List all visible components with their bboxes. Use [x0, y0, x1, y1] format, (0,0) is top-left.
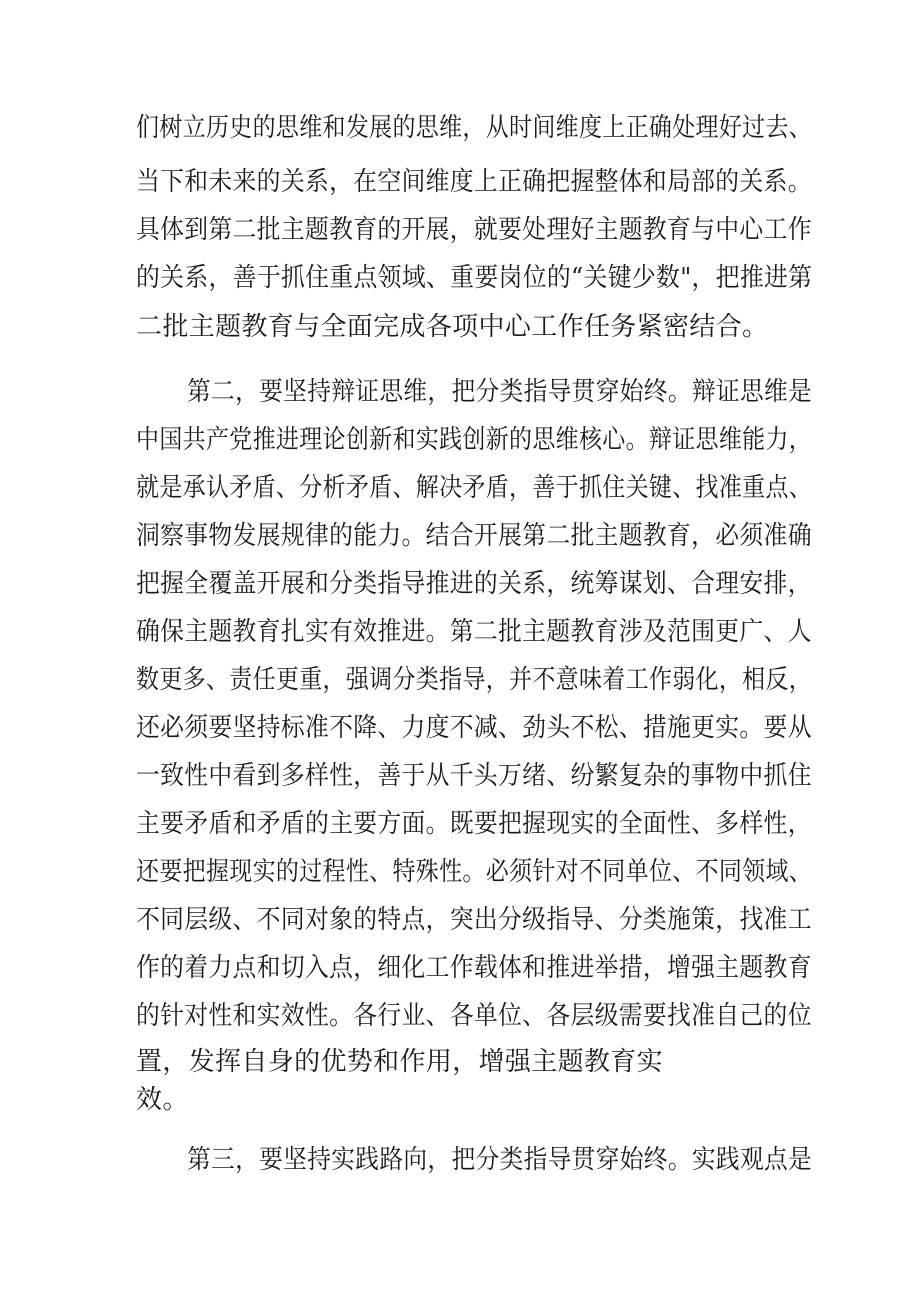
- paragraph-line: 洞察事物发展规律的能力。结合开展第二批主题教育，必须准确: [136, 521, 812, 551]
- paragraph-line: 中国共产党推进理论创新和实践创新的思维核心。辩证思维能力，: [136, 425, 813, 455]
- paragraph-line: 不同层级、不同对象的特点，突出分级指导、分类施策，找准工: [136, 905, 812, 935]
- paragraph-line: 确保主题教育扎实有效推进。第二批主题教育涉及范围更广、人: [136, 617, 812, 647]
- paragraph-line: 当下和未来的关系，在空间维度上正确把握整体和局部的关系。: [136, 167, 812, 197]
- paragraph-line: 们树立历史的思维和发展的思维，从时间维度上正确处理好过去、: [136, 113, 813, 143]
- paragraph-line: 第三，要坚持实践路向，把分类指导贯穿始终。实践观点是: [187, 1145, 813, 1175]
- paragraph-line: 具体到第二批主题教育的开展，就要处理好主题教育与中心工作: [136, 215, 812, 245]
- paragraph-line: 还要把握现实的过程性、特殊性。必须针对不同单位、不同领域、: [136, 857, 813, 887]
- paragraph-line: 的关系，善于抓住重点领域、重要岗位的“关键少数"，把推进第: [136, 263, 813, 293]
- paragraph-line: 就是承认矛盾、分析矛盾、解决矛盾，善于抓住关键、找准重点、: [136, 473, 813, 503]
- paragraph-line: 第二，要坚持辩证思维，把分类指导贯穿始终。辩证思维是: [187, 377, 813, 407]
- paragraph-line: 二批主题教育与全面完成各项中心工作任务紧密结合。: [136, 312, 769, 342]
- paragraph-line: 主要矛盾和矛盾的主要方面。既要把握现实的全面性、多样性，: [136, 809, 812, 839]
- paragraph-line: 置，发挥自身的优势和作用，增强主题教育实: [136, 1047, 664, 1077]
- paragraph-line: 效。: [136, 1085, 189, 1115]
- paragraph-line: 数更多、责任更重，强调分类指导，并不意味着工作弱化，相反，: [136, 665, 813, 695]
- paragraph-line: 一致性中看到多样性，善于从千头万绪、纷繁复杂的事物中抓住: [136, 761, 812, 791]
- paragraph-line: 把握全覆盖开展和分类指导推进的关系，统筹谋划、合理安排，: [136, 569, 812, 599]
- paragraph-line: 还必须要坚持标准不降、力度不减、劲头不松、措施更实。要从: [136, 713, 812, 743]
- paragraph-line: 的针对性和实效性。各行业、各单位、各层级需要找准自己的位: [136, 1001, 812, 1031]
- paragraph-line: 作的着力点和切入点，细化工作载体和推进举措，增强主题教育: [136, 953, 812, 983]
